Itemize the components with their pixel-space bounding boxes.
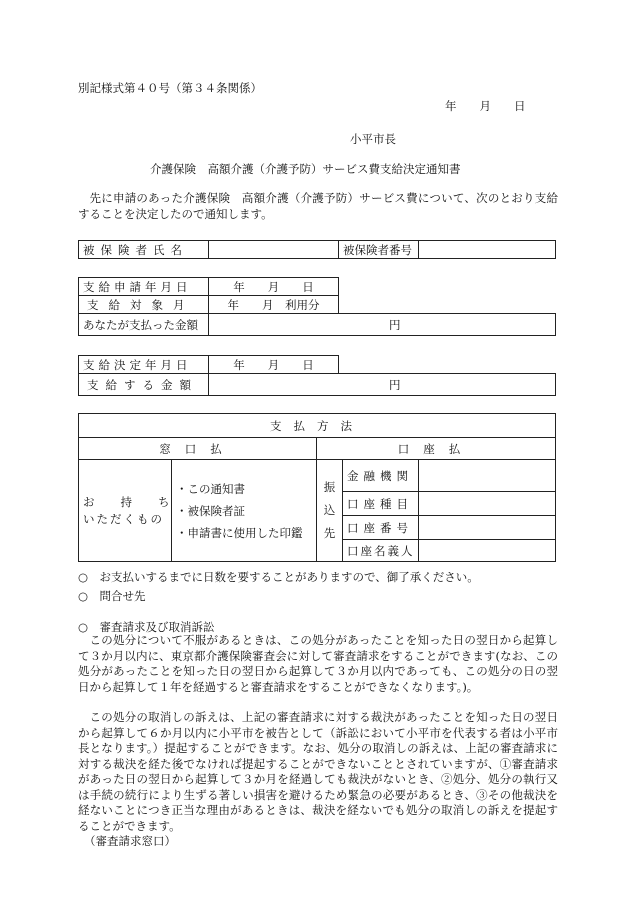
insured-number-value[interactable] — [419, 241, 556, 259]
paid-amount-label: あなたが支払った金額 — [79, 314, 209, 336]
items-to-bring-label — [79, 460, 196, 562]
insured-name-label — [79, 241, 209, 259]
insured-info-table — [78, 240, 556, 259]
transfer-char-2: 込 — [323, 503, 336, 517]
paid-amount-value: 円 — [209, 314, 556, 336]
item-insurance-card: ・被保険者証 — [176, 503, 245, 518]
payment-method-header: 支払方法 — [79, 414, 556, 438]
account-number-value[interactable] — [419, 516, 556, 540]
note-payment-delay: ○ お支払いするまでに日数を要することがありますので、御了承ください。 — [78, 570, 479, 584]
application-date-value: 年 月 日 — [209, 278, 339, 296]
decision-date-value: 年 月 日 — [209, 356, 339, 374]
note-review-heading: ○ 審査請求及び取消訴訟 — [78, 620, 215, 634]
date-line: 年 月 日 — [445, 99, 526, 113]
application-table — [78, 277, 556, 336]
note-inquiry: ○ 問合せ先 — [78, 589, 146, 603]
review-window: （審査請求窓口） — [84, 834, 176, 848]
items-label-line1: お持ち — [83, 494, 196, 509]
payment-method-table — [78, 413, 556, 562]
transfer-destination-label — [317, 460, 343, 562]
application-date-label: 支給申請年月日 — [79, 278, 209, 296]
review-paragraph-2: この処分の取消しの訴えは、上記の審査請求に対する裁決があったことを知った日の翌日から起算して６か月以内に小平市を被告として（訴訟において小平市を代表する者は小平市長となります。）提起することができます。なお、処分の取消しの訴えは、上記の審査請求に対する裁決を経た後でなければ提起することができないこととされていますが、①審査請求があった日の翌日から起算して３か月を経過しても裁決がないとき、②処分、処分の執行又は手続の続行により生ずる著しい損害を避けるため緊急の必要があるとき、③その他裁決を経ないことにつき正当な理由があるときは、裁決を経ないでも処分の取消しの訴えを提起することができます。 — [78, 710, 558, 833]
items-label-line2: いただくもの — [83, 511, 164, 526]
bank-name-label: 金融機関 — [343, 460, 419, 492]
blank-cell — [339, 278, 556, 296]
transfer-char-1: 振 — [323, 480, 336, 494]
payment-amount-label: 支給する金額 — [79, 374, 209, 396]
target-month-label: 支給対象月 — [79, 296, 209, 314]
intro-text: 先に申請のあった介護保険 高額介護（介護予防）サービス費について、次のとおり支給することを決定したので通知します。 — [78, 191, 558, 221]
form-number: 別記様式第４０号（第３４条関係） — [78, 81, 262, 95]
document-title: 介護保険 高額介護（介護予防）サービス費支給決定通知書 — [150, 162, 461, 176]
sender: 小平市長 — [350, 132, 396, 146]
transfer-char-3: 先 — [323, 526, 336, 540]
insured-name-label-text: 被保険者氏名 — [83, 242, 188, 257]
item-notice: ・この通知書 — [176, 481, 245, 496]
insured-number-label: 被保険者番号 — [339, 241, 419, 259]
items-to-bring-list — [172, 460, 317, 562]
blank-cell — [339, 296, 556, 314]
account-number-label: 口座番号 — [343, 516, 419, 540]
account-payment-label: 口座払 — [317, 438, 556, 460]
account-holder-label: 口座名義人 — [343, 540, 419, 562]
review-paragraph-1: この処分について不服があるときは、この処分があったことを知った日の翌日から起算して３か月以内に、東京都介護保険審査会に対して審査請求をすることができます(なお、この処分があったことを知った日の翌日から起算して３か月以内であっても、この処分の日の翌日から起算して１年を経過すると審査請求をすることができなくなります。)。 — [78, 633, 558, 694]
insured-name-value[interactable] — [209, 241, 339, 259]
counter-payment-label: 窓口払 — [79, 438, 317, 460]
decision-table — [78, 355, 556, 396]
account-type-label: 口座種目 — [343, 492, 419, 516]
account-holder-value[interactable] — [419, 540, 556, 562]
target-month-value: 年 月 利用分 — [209, 296, 339, 314]
decision-date-label: 支給決定年月日 — [79, 356, 209, 374]
bank-name-value[interactable] — [419, 460, 556, 492]
blank-cell — [339, 356, 556, 374]
payment-amount-value: 円 — [209, 374, 556, 396]
item-seal: ・申請書に使用した印鑑 — [176, 525, 303, 540]
account-type-value[interactable] — [419, 492, 556, 516]
